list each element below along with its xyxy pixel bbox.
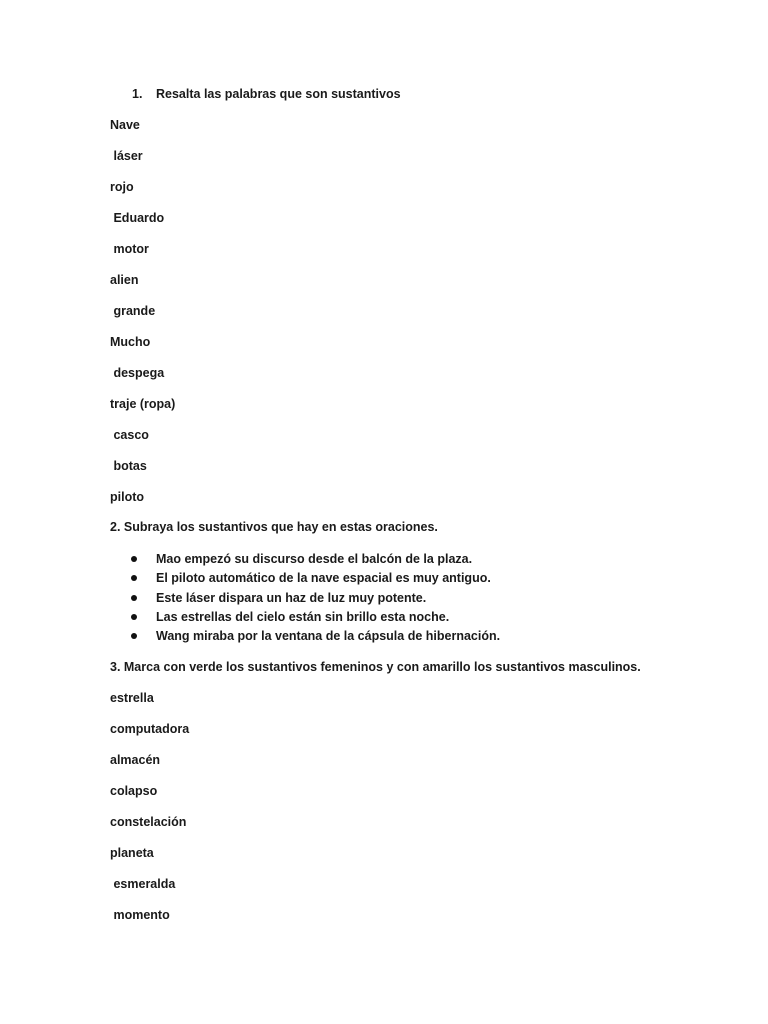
sentence-text: Las estrellas del cielo están sin brillo esta noche. xyxy=(156,609,450,624)
section1-word: rojo xyxy=(110,180,134,194)
bullet-icon xyxy=(131,633,137,639)
section1-word: láser xyxy=(110,149,143,163)
section2-heading: 2. Subraya los sustantivos que hay en estas oraciones. xyxy=(110,520,438,534)
section1-word: despega xyxy=(110,366,165,380)
section1-word: Nave xyxy=(110,118,140,132)
sentence-list-item xyxy=(130,589,500,608)
section1-word: motor xyxy=(110,242,149,256)
section1-word: casco xyxy=(110,428,149,442)
bullet-icon xyxy=(131,614,137,620)
section3-word: momento xyxy=(110,908,170,922)
section1-title: Resalta las palabras que son sustantivos xyxy=(156,87,401,101)
section1-word: Eduardo xyxy=(110,211,165,225)
section3-word: esmeralda xyxy=(110,877,176,891)
section3-word: estrella xyxy=(110,691,154,705)
sentence-list-item xyxy=(130,550,500,569)
section3-word: colapso xyxy=(110,784,158,798)
section3-word: computadora xyxy=(110,722,190,736)
section1-word: piloto xyxy=(110,490,145,504)
sentence-list-item xyxy=(130,569,500,588)
sentence-list-item xyxy=(130,627,500,646)
section2-sentence-list xyxy=(130,550,500,646)
section3-heading: 3. Marca con verde los sustantivos femeninos y con amarillo los sustantivos masculinos. xyxy=(110,660,641,674)
section3-word: almacén xyxy=(110,753,161,767)
sentence-text: Wang miraba por la ventana de la cápsula de hibernación. xyxy=(156,629,501,644)
section1-word: Mucho xyxy=(110,335,151,349)
section1-word: traje (ropa) xyxy=(110,397,176,411)
sentence-text: Mao empezó su discurso desde el balcón de la plaza. xyxy=(156,552,473,566)
bullet-icon xyxy=(131,595,137,601)
section1-word: botas xyxy=(110,459,147,473)
section1-number: 1. xyxy=(132,87,143,101)
section1-word: alien xyxy=(110,273,139,287)
sentence-text: Este láser dispara un haz de luz muy potente. xyxy=(156,590,427,605)
sentence-list-item xyxy=(130,608,500,627)
sentence-text: El piloto automático de la nave espacial es muy antiguo. xyxy=(156,571,491,586)
bullet-icon xyxy=(131,556,137,562)
section1-word: grande xyxy=(110,304,156,318)
section1-heading xyxy=(132,86,401,102)
bullet-icon xyxy=(131,575,137,581)
section3-word: planeta xyxy=(110,846,154,860)
section3-word: constelación xyxy=(110,815,187,829)
